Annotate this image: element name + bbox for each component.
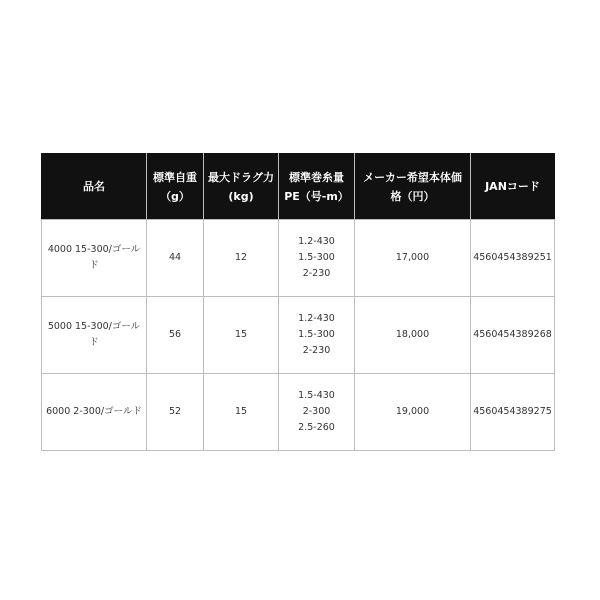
drag-cell: 12	[204, 220, 279, 297]
line-capacity-value: 2-230	[302, 345, 331, 356]
weight-cell: 44	[147, 220, 204, 297]
header-product-name-label: 品名	[83, 180, 105, 193]
header-standard-weight-unit: （g）	[160, 189, 190, 203]
price-cell: 18,000	[355, 297, 471, 374]
header-retail-price	[355, 154, 471, 220]
header-jan-code	[471, 154, 555, 220]
header-standard-weight-label: 標準自重	[153, 170, 197, 184]
header-product-name	[42, 154, 147, 220]
line-capacity-cell	[279, 297, 355, 374]
spec-table-header	[42, 154, 555, 220]
product-name-cell: 4000 15-300/ゴールド	[42, 220, 147, 297]
line-capacity-value: 1.2-430	[298, 236, 335, 247]
header-jan-code-label: JANコード	[485, 180, 540, 193]
header-line-capacity-unit: PE（号-m）	[284, 189, 349, 203]
drag-cell: 15	[204, 374, 279, 451]
line-capacity-value: 1.5-300	[298, 329, 335, 340]
table-row	[42, 297, 555, 374]
jan-code-cell: 4560454389275	[471, 374, 555, 451]
line-capacity-value: 1.5-300	[298, 252, 335, 263]
table-row	[42, 220, 555, 297]
line-capacity-value: 1.2-430	[298, 313, 335, 324]
line-capacity-value: 1.5-430	[298, 390, 335, 401]
table-row	[42, 374, 555, 451]
header-retail-price-label: メーカー希望本体価	[363, 170, 462, 184]
line-capacity-cell	[279, 374, 355, 451]
header-max-drag-label: 最大ドラグ力	[208, 170, 274, 184]
jan-code-cell: 4560454389268	[471, 297, 555, 374]
header-retail-price-unit: 格（円）	[390, 189, 435, 203]
line-capacity-value: 2-300	[302, 406, 331, 417]
price-cell: 19,000	[355, 374, 471, 451]
header-max-drag-unit: (kg)	[228, 189, 254, 203]
price-cell: 17,000	[355, 220, 471, 297]
weight-cell: 52	[147, 374, 204, 451]
header-line-capacity-label: 標準巻糸量	[289, 170, 344, 184]
product-name-cell: 6000 2-300/ゴールド	[42, 374, 147, 451]
line-capacity-value: 2-230	[302, 268, 331, 279]
header-max-drag	[204, 154, 279, 220]
spec-table	[41, 153, 555, 451]
weight-cell: 56	[147, 297, 204, 374]
line-capacity-value: 2.5-260	[298, 422, 335, 433]
header-row	[42, 154, 555, 220]
spec-table-body	[42, 220, 555, 451]
jan-code-cell: 4560454389251	[471, 220, 555, 297]
product-name-cell: 5000 15-300/ゴールド	[42, 297, 147, 374]
header-line-capacity	[279, 154, 355, 220]
drag-cell: 15	[204, 297, 279, 374]
header-standard-weight	[147, 154, 204, 220]
line-capacity-cell	[279, 220, 355, 297]
